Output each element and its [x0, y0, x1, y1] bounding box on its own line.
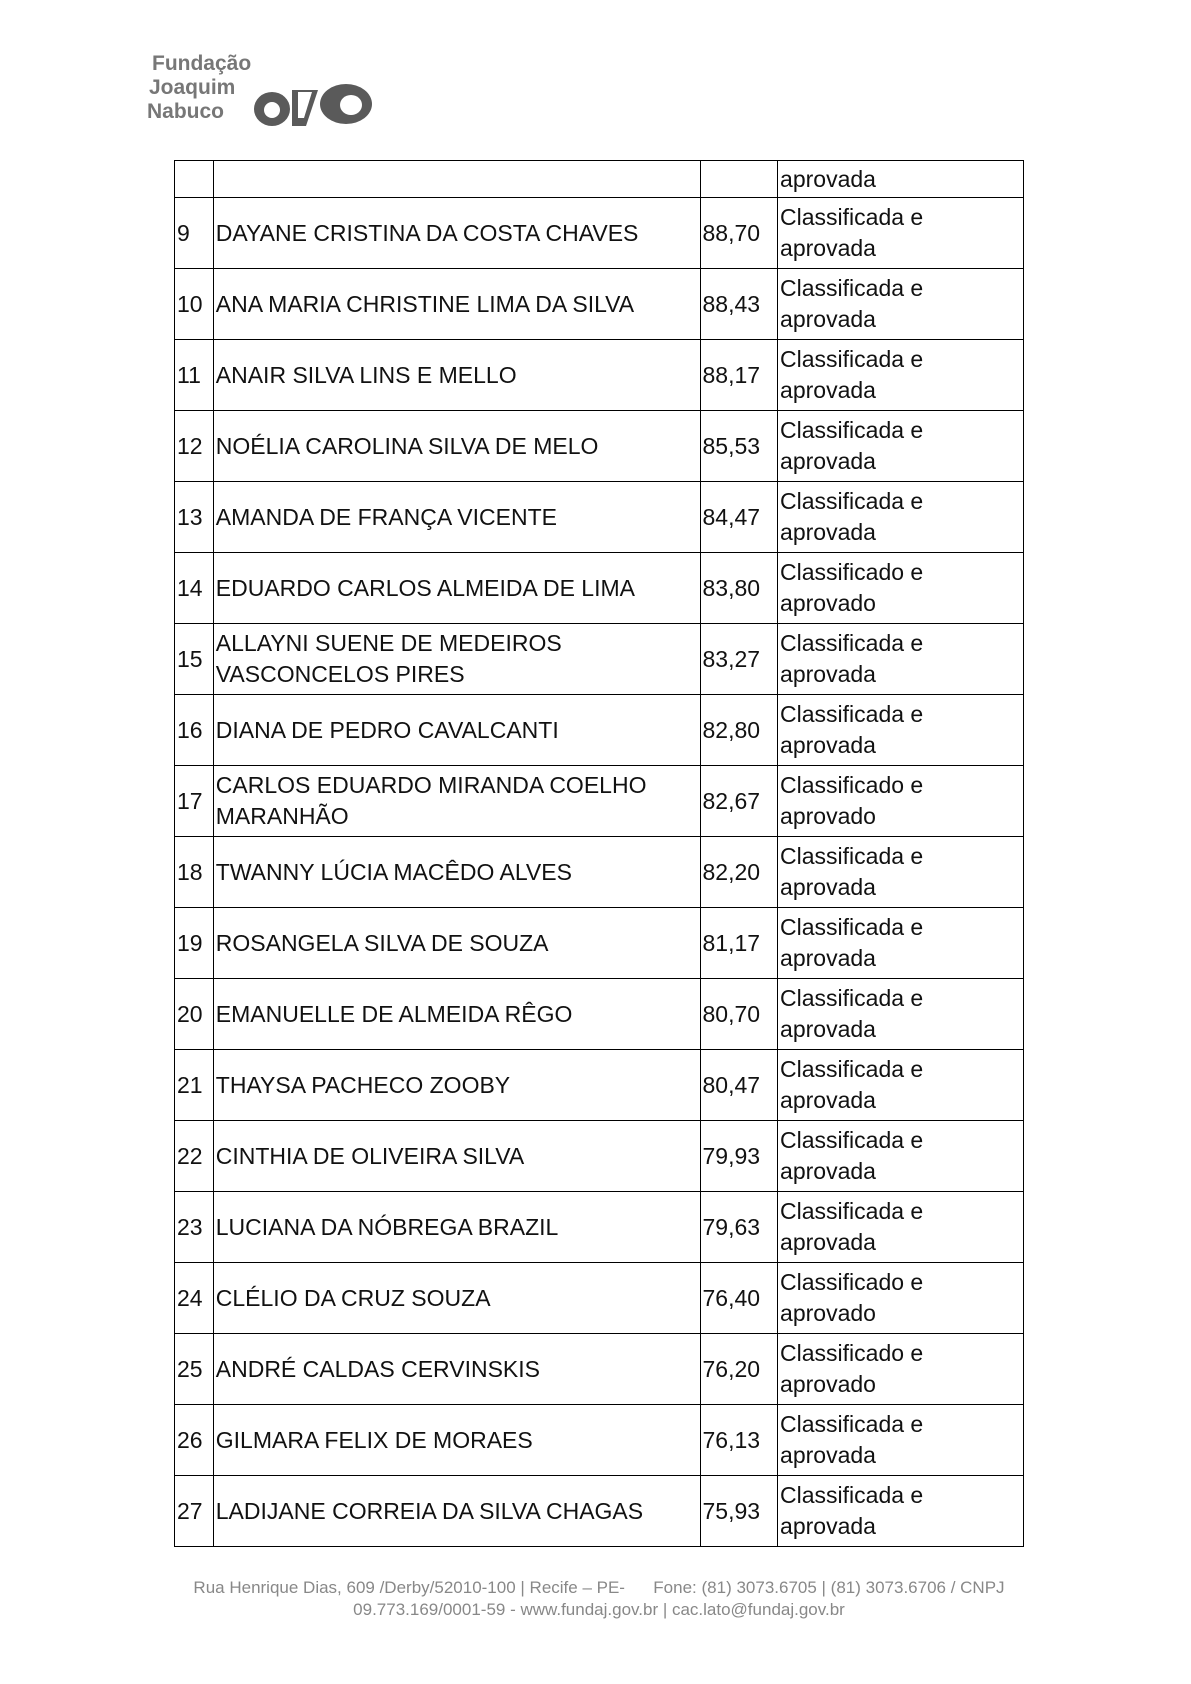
status-cell: Classificada e aprovada: [778, 908, 1024, 979]
name-cell: EDUARDO CARLOS ALMEIDA DE LIMA: [213, 553, 700, 624]
name-cell: [213, 161, 700, 198]
score-cell: 83,80: [700, 553, 778, 624]
logo-text: [147, 52, 251, 124]
score-cell: 76,40: [700, 1263, 778, 1334]
table-row: [175, 1263, 1024, 1334]
rank-cell: 13: [175, 482, 214, 553]
rank-cell: 25: [175, 1334, 214, 1405]
logo-line-nabuco: Nabuco: [147, 100, 225, 123]
fundaj-logo: [147, 52, 377, 132]
name-cell: GILMARA FELIX DE MORAES: [213, 1405, 700, 1476]
name-cell: DAYANE CRISTINA DA COSTA CHAVES: [213, 198, 700, 269]
table-row: [175, 1334, 1024, 1405]
status-cell: Classificada e aprovada: [778, 837, 1024, 908]
status-cell: Classificado e aprovado: [778, 1263, 1024, 1334]
logo-line-joaquim: Joaquim: [149, 76, 236, 99]
table-row: [175, 269, 1024, 340]
logo-line-fundacao: Fundação: [152, 52, 252, 75]
rank-cell: 19: [175, 908, 214, 979]
table-row: [175, 1050, 1024, 1121]
name-cell: DIANA DE PEDRO CAVALCANTI: [213, 695, 700, 766]
table-row: [175, 766, 1024, 837]
status-cell: Classificada e aprovada: [778, 1476, 1024, 1547]
table-row: [175, 198, 1024, 269]
name-cell: EMANUELLE DE ALMEIDA RÊGO: [213, 979, 700, 1050]
name-cell: ALLAYNI SUENE DE MEDEIROS VASCONCELOS PIRES: [213, 624, 700, 695]
score-cell: 75,93: [700, 1476, 778, 1547]
score-cell: 82,67: [700, 766, 778, 837]
rank-cell: 17: [175, 766, 214, 837]
rank-cell: 11: [175, 340, 214, 411]
status-cell: Classificada e aprovada: [778, 1405, 1024, 1476]
name-cell: NOÉLIA CAROLINA SILVA DE MELO: [213, 411, 700, 482]
rank-cell: 18: [175, 837, 214, 908]
score-cell: 83,27: [700, 624, 778, 695]
table-row: [175, 482, 1024, 553]
table-row: [175, 1476, 1024, 1547]
rank-cell: 24: [175, 1263, 214, 1334]
name-cell: ANDRÉ CALDAS CERVINSKIS: [213, 1334, 700, 1405]
rank-cell: 26: [175, 1405, 214, 1476]
name-cell: ANAIR SILVA LINS E MELLO: [213, 340, 700, 411]
name-cell: THAYSA PACHECO ZOOBY: [213, 1050, 700, 1121]
status-cell: Classificada e aprovada: [778, 411, 1024, 482]
status-cell: Classificada e aprovada: [778, 695, 1024, 766]
score-cell: 80,47: [700, 1050, 778, 1121]
rank-cell: 10: [175, 269, 214, 340]
score-cell: 76,20: [700, 1334, 778, 1405]
score-cell: 88,70: [700, 198, 778, 269]
table-row: [175, 553, 1024, 624]
status-cell: aprovada: [778, 161, 1024, 198]
score-cell: 81,17: [700, 908, 778, 979]
status-cell: Classificada e aprovada: [778, 198, 1024, 269]
table-row: [175, 1192, 1024, 1263]
score-cell: 85,53: [700, 411, 778, 482]
rank-cell: 23: [175, 1192, 214, 1263]
status-cell: Classificada e aprovada: [778, 1192, 1024, 1263]
status-cell: Classificada e aprovada: [778, 1121, 1024, 1192]
rank-cell: 27: [175, 1476, 214, 1547]
table-row: [175, 1405, 1024, 1476]
name-cell: CARLOS EDUARDO MIRANDA COELHO MARANHÃO: [213, 766, 700, 837]
name-cell: CLÉLIO DA CRUZ SOUZA: [213, 1263, 700, 1334]
status-cell: Classificada e aprovada: [778, 979, 1024, 1050]
fundaj-logo-mark-icon: [252, 80, 374, 130]
status-cell: Classificada e aprovada: [778, 624, 1024, 695]
status-cell: Classificada e aprovada: [778, 269, 1024, 340]
rank-cell: 9: [175, 198, 214, 269]
score-cell: 82,80: [700, 695, 778, 766]
name-cell: AMANDA DE FRANÇA VICENTE: [213, 482, 700, 553]
table-row: [175, 340, 1024, 411]
score-cell: 88,43: [700, 269, 778, 340]
rank-cell: 20: [175, 979, 214, 1050]
table-row: [175, 837, 1024, 908]
score-cell: 88,17: [700, 340, 778, 411]
table-row: [175, 908, 1024, 979]
score-cell: 82,20: [700, 837, 778, 908]
name-cell: CINTHIA DE OLIVEIRA SILVA: [213, 1121, 700, 1192]
score-cell: 79,93: [700, 1121, 778, 1192]
rank-cell: 21: [175, 1050, 214, 1121]
rank-cell: 12: [175, 411, 214, 482]
rank-cell: 16: [175, 695, 214, 766]
name-cell: LUCIANA DA NÓBREGA BRAZIL: [213, 1192, 700, 1263]
table-row-continuation: [175, 161, 1024, 198]
table-row: [175, 979, 1024, 1050]
name-cell: ROSANGELA SILVA DE SOUZA: [213, 908, 700, 979]
status-cell: Classificada e aprovada: [778, 340, 1024, 411]
table-row: [175, 411, 1024, 482]
footer-address-line: Rua Henrique Dias, 609 /Derby/52010-100 | Recife – PE- Fone: (81) 3073.6705 | (81) 3073.6706 / CNPJ: [193, 1578, 1005, 1597]
status-cell: Classificado e aprovado: [778, 766, 1024, 837]
status-cell: Classificada e aprovada: [778, 1050, 1024, 1121]
status-cell: Classificado e aprovado: [778, 1334, 1024, 1405]
table-row: [175, 624, 1024, 695]
score-cell: 80,70: [700, 979, 778, 1050]
status-cell: Classificado e aprovado: [778, 553, 1024, 624]
score-cell: 84,47: [700, 482, 778, 553]
table-row: [175, 695, 1024, 766]
results-table: [174, 160, 1024, 1547]
rank-cell: [175, 161, 214, 198]
score-cell: 76,13: [700, 1405, 778, 1476]
rank-cell: 15: [175, 624, 214, 695]
rank-cell: 22: [175, 1121, 214, 1192]
footer-contact-line: 09.773.169/0001-59 - www.fundaj.gov.br | cac.lato@fundaj.gov.br: [353, 1600, 845, 1619]
rank-cell: 14: [175, 553, 214, 624]
table-row: [175, 1121, 1024, 1192]
name-cell: LADIJANE CORREIA DA SILVA CHAGAS: [213, 1476, 700, 1547]
page-footer: [174, 1577, 1024, 1621]
score-cell: [700, 161, 778, 198]
name-cell: TWANNY LÚCIA MACÊDO ALVES: [213, 837, 700, 908]
score-cell: 79,63: [700, 1192, 778, 1263]
status-cell: Classificada e aprovada: [778, 482, 1024, 553]
name-cell: ANA MARIA CHRISTINE LIMA DA SILVA: [213, 269, 700, 340]
